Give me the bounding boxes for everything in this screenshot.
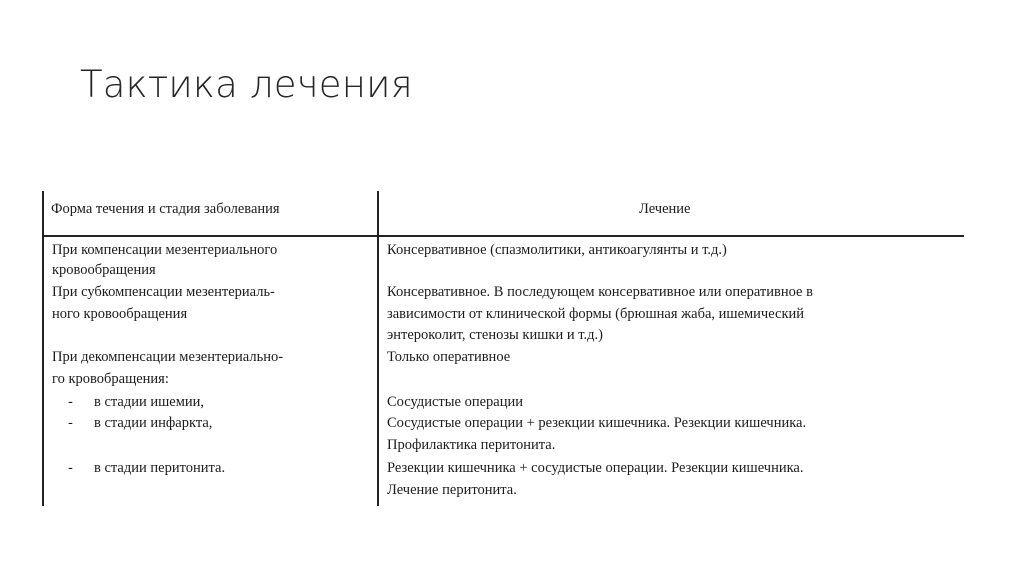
table-left-border (42, 191, 44, 506)
stage-peritonitis: в стадии перитонита. (94, 460, 226, 476)
right-cell-line-4: энтероколит, стенозы кишки и т.д.) (387, 327, 603, 343)
left-cell-subcompensation-2: ного кровообращения (52, 306, 188, 322)
header-form-stage: Форма течения и стадия заболевания (51, 201, 280, 217)
right-cell-line-2: Консервативное. В последующем консервативное или оперативное в (387, 284, 813, 300)
left-cell-compensation-2: кровообращения (52, 262, 156, 278)
stage-ischemia: в стадии ишемии, (94, 394, 205, 410)
right-cell-line-1: Консервативное (спазмолитики, антикоагулянты и т.д.) (387, 242, 727, 258)
treatment-table (42, 191, 964, 506)
right-cell-line-10: Лечение перитонита. (387, 482, 517, 498)
slide-title: Тактика лечения (80, 63, 413, 106)
left-cell-decompensation-1: При декомпенсации мезентериально- (52, 349, 284, 365)
right-cell-line-7: Сосудистые операции + резекции кишечника. Резекции кишечника. (387, 415, 807, 431)
left-cell-compensation-1: При компенсации мезентериального (52, 242, 278, 258)
right-cell-line-9: Резекции кишечника + сосудистые операции. Резекции кишечника. (387, 460, 804, 476)
right-cell-line-3: зависимости от клинической формы (брюшная жаба, ишемический (387, 306, 805, 322)
right-cell-line-8: Профилактика перитонита. (387, 437, 556, 453)
table-column-divider (377, 191, 379, 506)
left-cell-subcompensation-1: При субкомпенсации мезентериаль- (52, 284, 275, 300)
table-header-divider (42, 235, 964, 237)
stage-infarction-dash: - (68, 415, 73, 431)
left-cell-decompensation-2: го кровобращения: (52, 371, 169, 387)
right-cell-line-6: Сосудистые операции (387, 394, 523, 410)
header-treatment: Лечение (639, 201, 691, 217)
stage-ischemia-dash: - (68, 394, 73, 410)
stage-peritonitis-dash: - (68, 460, 73, 476)
right-cell-line-5: Только оперативное (387, 349, 511, 365)
stage-infarction: в стадии инфаркта, (94, 415, 213, 431)
